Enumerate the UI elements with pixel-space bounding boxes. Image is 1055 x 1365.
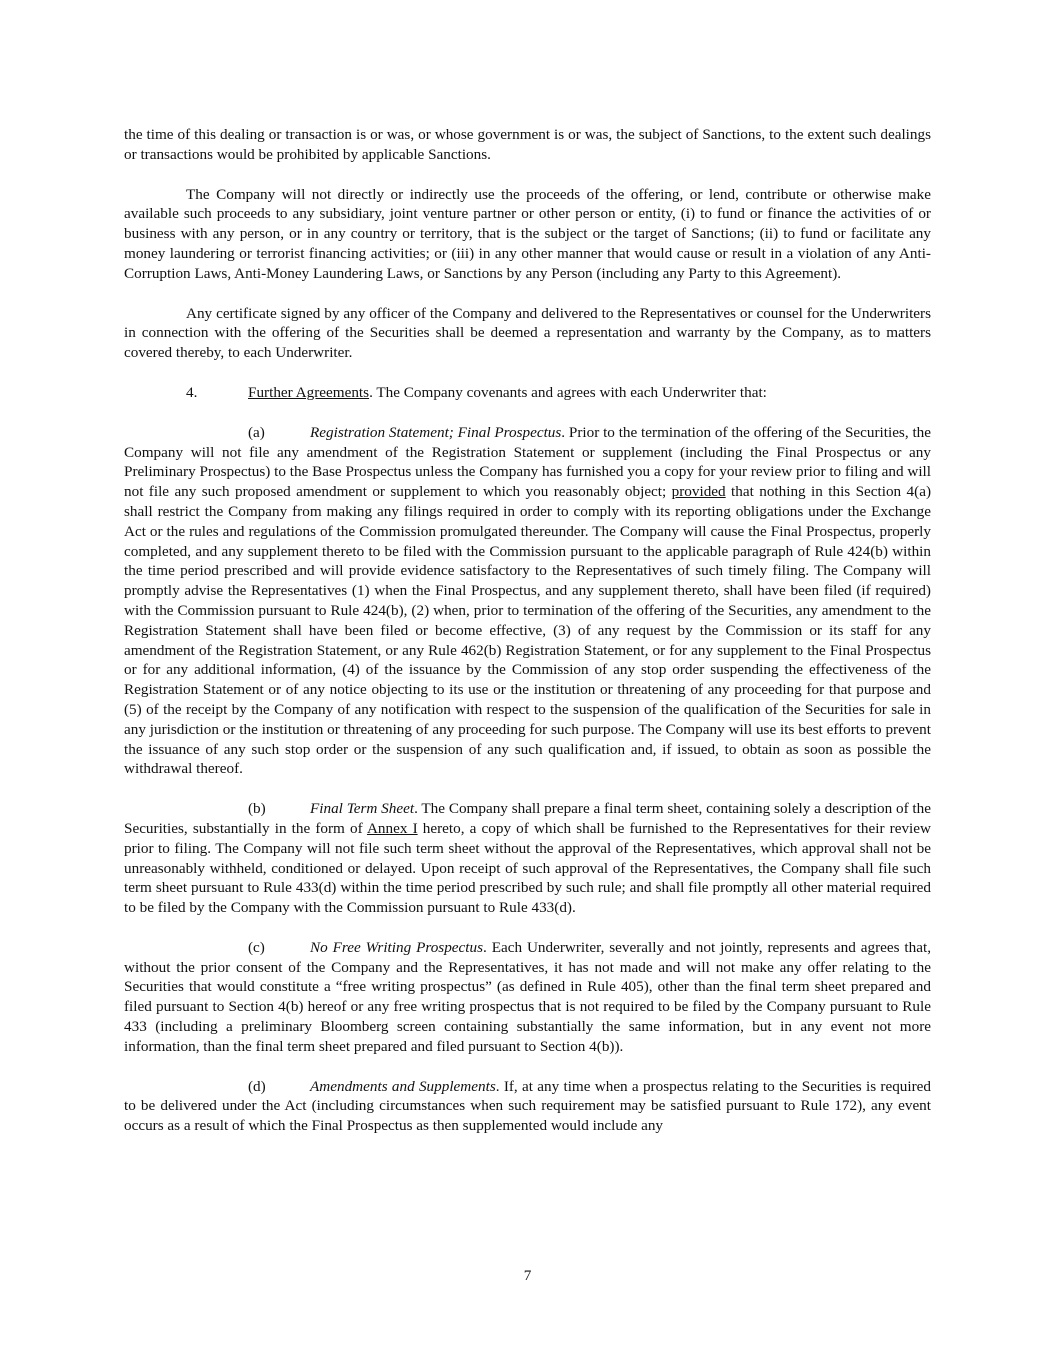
item-c-label: (c) xyxy=(248,938,265,956)
item-a-title: Registration Statement; Final Prospectus xyxy=(310,423,562,441)
item-c-title: No Free Writing Prospectus xyxy=(310,938,484,956)
paragraph-officer-certificate: Any certificate signed by any officer of the Company and delivered to the Representatives or counsel for the Underwriters in connection with the offering of the Securities shall be deemed a representation and warranty by the Company, as to matters covered thereby, to each Underwriter. xyxy=(124,304,931,362)
page-number: 7 xyxy=(523,1267,532,1284)
item-a-provided: provided xyxy=(671,483,726,501)
item-d-text: . If, at any time when a prospectus relating to the Securities is required to be delivered under the Act (including circumstances when such requirement may be satisfied pursuant to Rule 172), any event occurs as a result of which the Final Prospectus as then supplemented would include any xyxy=(124,1077,931,1135)
item-d-title: Amendments and Supplements xyxy=(310,1077,496,1095)
section-4-title: Further Agreements xyxy=(248,383,370,401)
item-b-text-1: . The Company shall prepare a final term sheet, containing solely a description of the Securities, substantially in the form of xyxy=(124,800,931,837)
item-c-paragraph xyxy=(124,938,931,1057)
section-4-heading xyxy=(124,383,931,403)
item-a-text-1: . Prior to the termination of the offering of the Securities, the Company will not file any amendment of the Registration Statement or supplement (including the Final Prospectus or any Preliminary Prospectus) to the Base Prospectus unless the Company has furnished you a copy for your review prior to filing and will not file any such proposed amendment or supplement to which you reasonably object; xyxy=(124,423,932,501)
item-b-title: Final Term Sheet xyxy=(310,800,415,818)
item-a-paragraph xyxy=(124,423,931,779)
item-b-paragraph xyxy=(124,799,931,918)
document-page xyxy=(124,125,931,1156)
section-4-intro: . The Company covenants and agrees with each Underwriter that: xyxy=(369,383,767,401)
item-b-annex-reference: Annex I xyxy=(366,819,418,837)
paragraph-sanctions-continuation: the time of this dealing or transaction is or was, or whose government is or was, the subject of Sanctions, to the extent such dealings or transactions would be prohibited by applicable Sanctions. xyxy=(124,126,931,163)
item-d-paragraph xyxy=(124,1077,931,1136)
paragraph-use-of-proceeds: The Company will not directly or indirectly use the proceeds of the offering, or lend, contribute or otherwise make available such proceeds to any subsidiary, joint venture partner or other person or entity, (i) to fund or finance the activities of or business with any person, or in any country or territory, that is the subject or the target of Sanctions; (ii) to fund or facilitate any money laundering or terrorist financing activities; or (iii) in any other manner that would cause or result in a violation of any Anti-Corruption Laws, Anti-Money Laundering Laws, or Sanctions by any Person (including any Party to this Agreement). xyxy=(124,185,931,282)
item-b-label: (b) xyxy=(248,800,266,818)
item-a-text-2: that nothing in this Section 4(a) shall restrict the Company from making any filings required in order to comply with its reporting obligations under the Exchange Act or the rules and regulations of the Commission promulgated thereunder. The Company will cause the Final Prospectus, properly completed, and any supplement thereto to be filed with the Commission pursuant to the applicable paragraph of Rule 424(b) within the time period prescribed and will provide evidence satisfactory to the Representatives of such timely filing. The Company will promptly advise the Representatives (1) when the Final Prospectus, and any supplement thereto, shall have been filed (if required) with the Commission pursuant to Rule 424(b), (2) when, prior to termination of the offering of the Securities, any amendment to the Registration Statement shall have been filed or become effective, (3) of any request by the Commission or its staff for any amendment of the Registration Statement, or any Rule 462(b) Registration Statement, or for any supplement to the Final Prospectus or for any additional information, (4) of the issuance by the Commission of any stop order suspending the effectiveness of the Registration Statement or of any notice objecting to its use or the institution or threatening of any proceeding for that purpose and (5) of the receipt by the Company of any notification with respect to the suspension of the qualification of the Securities for sale in any jurisdiction or the institution or threatening of any proceeding for such purpose. The Company will use its best efforts to prevent the issuance of any such stop order or the suspension of any such qualification and, if issued, to obtain as soon as possible the withdrawal thereof. xyxy=(124,483,932,778)
section-4-number: 4. xyxy=(186,383,198,401)
item-b-text-2: hereto, a copy of which shall be furnished to the Representatives for their review prior to filing. The Company will not file such term sheet without the approval of the Representatives, which approval shall not be unreasonably withheld, conditioned or delayed. Upon receipt of such approval of the Representatives, the Company shall file such term sheet pursuant to Rule 433(d) within the time period prescribed by such rule; and shall file promptly all other material required to be filed by the Company with the Commission pursuant to Rule 433(d). xyxy=(124,819,931,917)
item-d-label: (d) xyxy=(248,1077,266,1095)
item-c-text: . Each Underwriter, severally and not jointly, represents and agrees that, without the prior consent of the Company and the Representatives, it has not made and will not make any offer relating to the Securities that would constitute a “free writing prospectus” (as defined in Rule 405), other than the final term sheet prepared and filed pursuant to Section 4(b) hereof or any free writing prospectus that is not required to be filed by the Company pursuant to Rule 433 (including a preliminary Bloomberg screen containing substantially the same information, but in any event not more information, than the final term sheet prepared and filed pursuant to Section 4(b)). xyxy=(124,938,931,1055)
item-a-label: (a) xyxy=(248,423,265,441)
